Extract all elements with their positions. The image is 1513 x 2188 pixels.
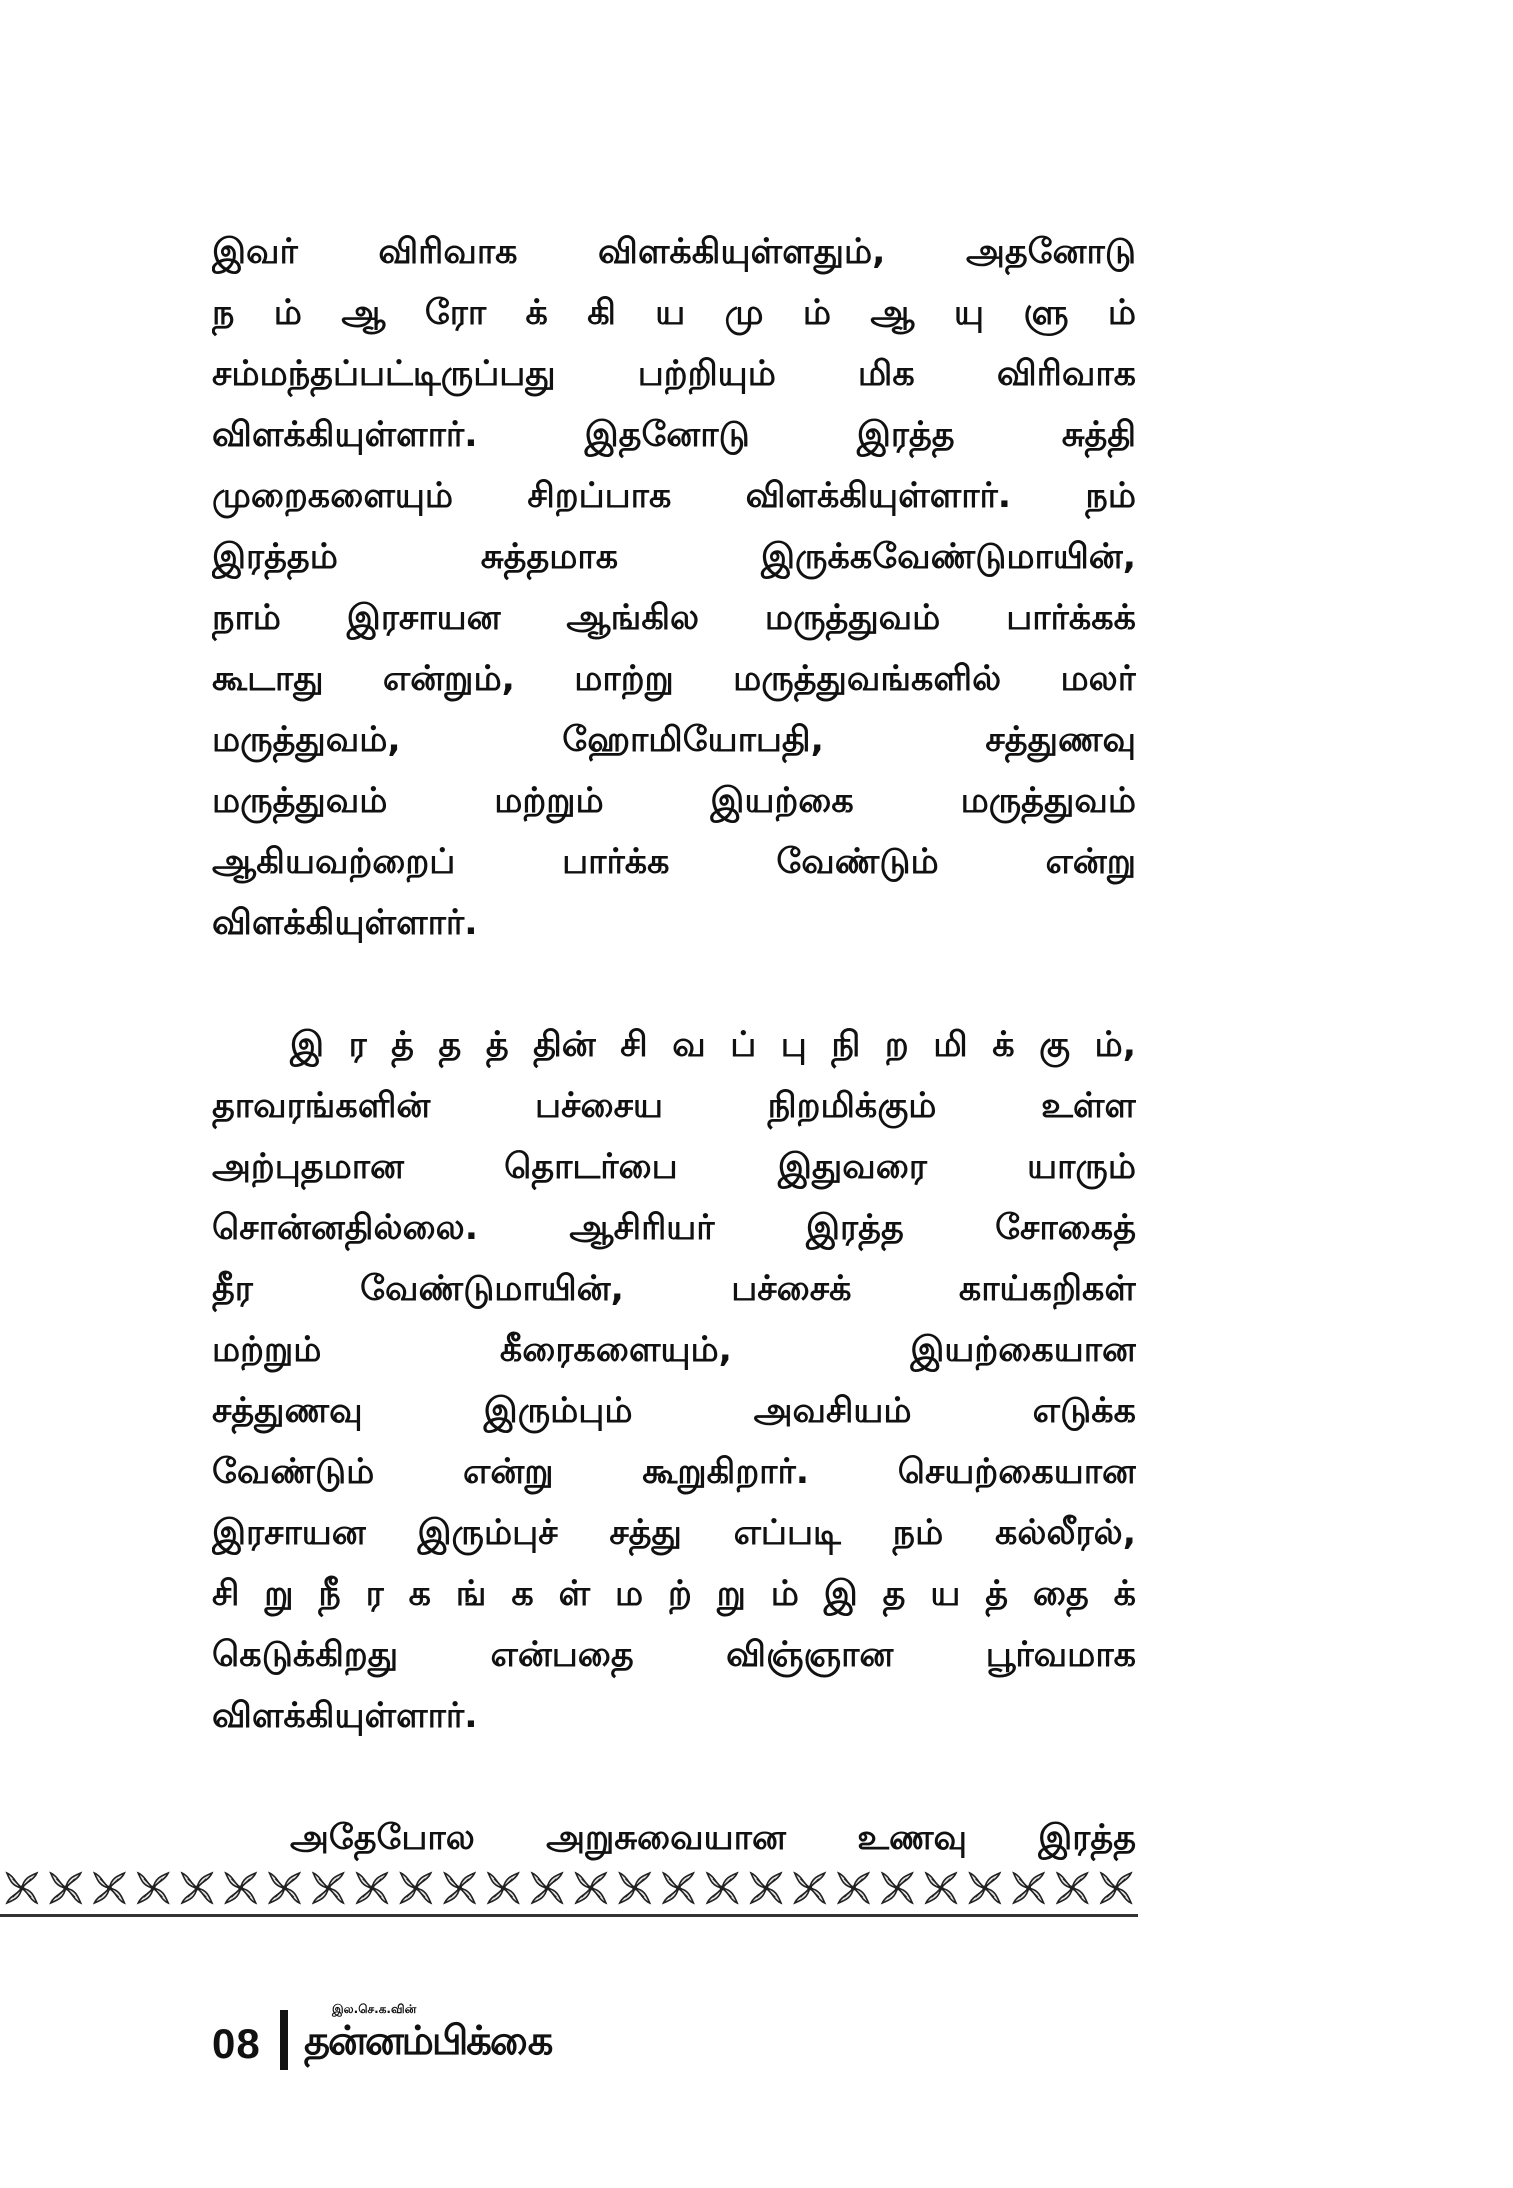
text-line: ந ம் ஆ ரோ க் கி ய மு ம் ஆ யு ளு ம் — [212, 293, 1136, 333]
text-line: கூடாது என்றும், மாற்று மருத்துவங்களில் மலர் — [212, 659, 1136, 699]
text-line: விளக்கியுள்ளார். இதனோடு இரத்த சுத்தி — [212, 415, 1136, 455]
floral-motif-icon — [51, 1873, 81, 1903]
book-title: தன்னம்பிக்கை — [304, 2018, 552, 2064]
page-footer — [212, 2002, 632, 2082]
text-line: இ ர த் த த் தின் சி வ ப் பு நி ற மி க் கு ம், — [290, 1025, 1136, 1065]
text-line: நாம் இரசாயன ஆங்கில மருத்துவம் பார்க்கக் — [212, 598, 1136, 638]
floral-motif-icon — [7, 1873, 37, 1903]
text-line: அதேபோல அறுசுவையான உணவு இரத்த — [290, 1818, 1136, 1858]
floral-motif-icon — [94, 1873, 124, 1903]
floral-motif-icon — [270, 1873, 300, 1903]
floral-motif-icon — [357, 1873, 387, 1903]
floral-motif-icon — [226, 1873, 256, 1903]
floral-motif-icon — [663, 1873, 693, 1903]
ornament-border — [0, 1858, 1138, 1918]
text-line: வேண்டும் என்று கூறுகிறார். செயற்கையான — [212, 1452, 1136, 1492]
text-line: சி று நீ ர க ங் க ள் ம ற் று ம் இ த ய த் தை க் — [212, 1574, 1136, 1614]
text-line: ஆகியவற்றைப் பார்க்க வேண்டும் என்று — [212, 842, 1136, 882]
floral-motif-icon — [970, 1873, 1000, 1903]
text-line: சம்மந்தப்பட்டிருப்பது பற்றியும் மிக விரிவாக — [212, 354, 1136, 394]
text-line: இரத்தம் சுத்தமாக இருக்கவேண்டுமாயின், — [212, 537, 1136, 577]
floral-motif-icon — [401, 1873, 431, 1903]
floral-motif-icon — [576, 1873, 606, 1903]
floral-motif-icon — [751, 1873, 781, 1903]
text-line: மருத்துவம், ஹோமியோபதி, சத்துணவு — [212, 720, 1136, 760]
body-text — [212, 222, 1136, 1869]
floral-motif-icon — [445, 1873, 475, 1903]
book-kicker: இல.செ.க.வின் — [332, 2002, 417, 2016]
text-line: அற்புதமான தொடர்பை இதுவரை யாரும் — [212, 1147, 1136, 1187]
floral-motif-icon — [138, 1873, 168, 1903]
text-line: இவர் விரிவாக விளக்கியுள்ளதும், அதனோடு — [212, 232, 1136, 272]
floral-motif-icon — [620, 1873, 650, 1903]
floral-motif-icon — [182, 1873, 212, 1903]
floral-motif-icon — [839, 1873, 869, 1903]
floral-motif-icon — [532, 1873, 562, 1903]
text-line: மற்றும் கீரைகளையும், இயற்கையான — [212, 1330, 1136, 1370]
floral-motif-icon — [707, 1873, 737, 1903]
page-number: 08 — [212, 2020, 261, 2067]
text-line: தாவரங்களின் பச்சைய நிறமிக்கும் உள்ள — [212, 1086, 1136, 1126]
text-line: முறைகளையும் சிறப்பாக விளக்கியுள்ளார். நம் — [212, 476, 1136, 516]
text-line: விளக்கியுள்ளார். — [212, 1696, 478, 1736]
floral-motif-icon — [488, 1873, 518, 1903]
floral-motif-icon — [1101, 1873, 1131, 1903]
ornament-rule — [0, 1914, 1138, 1917]
floral-motif-icon — [1057, 1873, 1087, 1903]
footer-divider — [280, 2010, 288, 2070]
text-line: சத்துணவு இரும்பும் அவசியம் எடுக்க — [212, 1391, 1136, 1431]
floral-motif-icon — [1014, 1873, 1044, 1903]
floral-motif-icon — [882, 1873, 912, 1903]
paragraph-gap — [212, 1747, 1136, 1808]
paragraph-gap — [212, 954, 1136, 1015]
floral-motif-icon — [926, 1873, 956, 1903]
text-line: சொன்னதில்லை. ஆசிரியர் இரத்த சோகைத் — [212, 1208, 1136, 1248]
text-line: கெடுக்கிறது என்பதை விஞ்ஞான பூர்வமாக — [212, 1635, 1136, 1675]
text-line: விளக்கியுள்ளார். — [212, 903, 478, 943]
floral-motif-icon — [313, 1873, 343, 1903]
floral-motif-icon — [795, 1873, 825, 1903]
text-line: மருத்துவம் மற்றும் இயற்கை மருத்துவம் — [212, 781, 1136, 821]
text-line: இரசாயன இரும்புச் சத்து எப்படி நம் கல்லீரல், — [212, 1513, 1136, 1553]
text-line: தீர வேண்டுமாயின், பச்சைக் காய்கறிகள் — [212, 1269, 1136, 1309]
